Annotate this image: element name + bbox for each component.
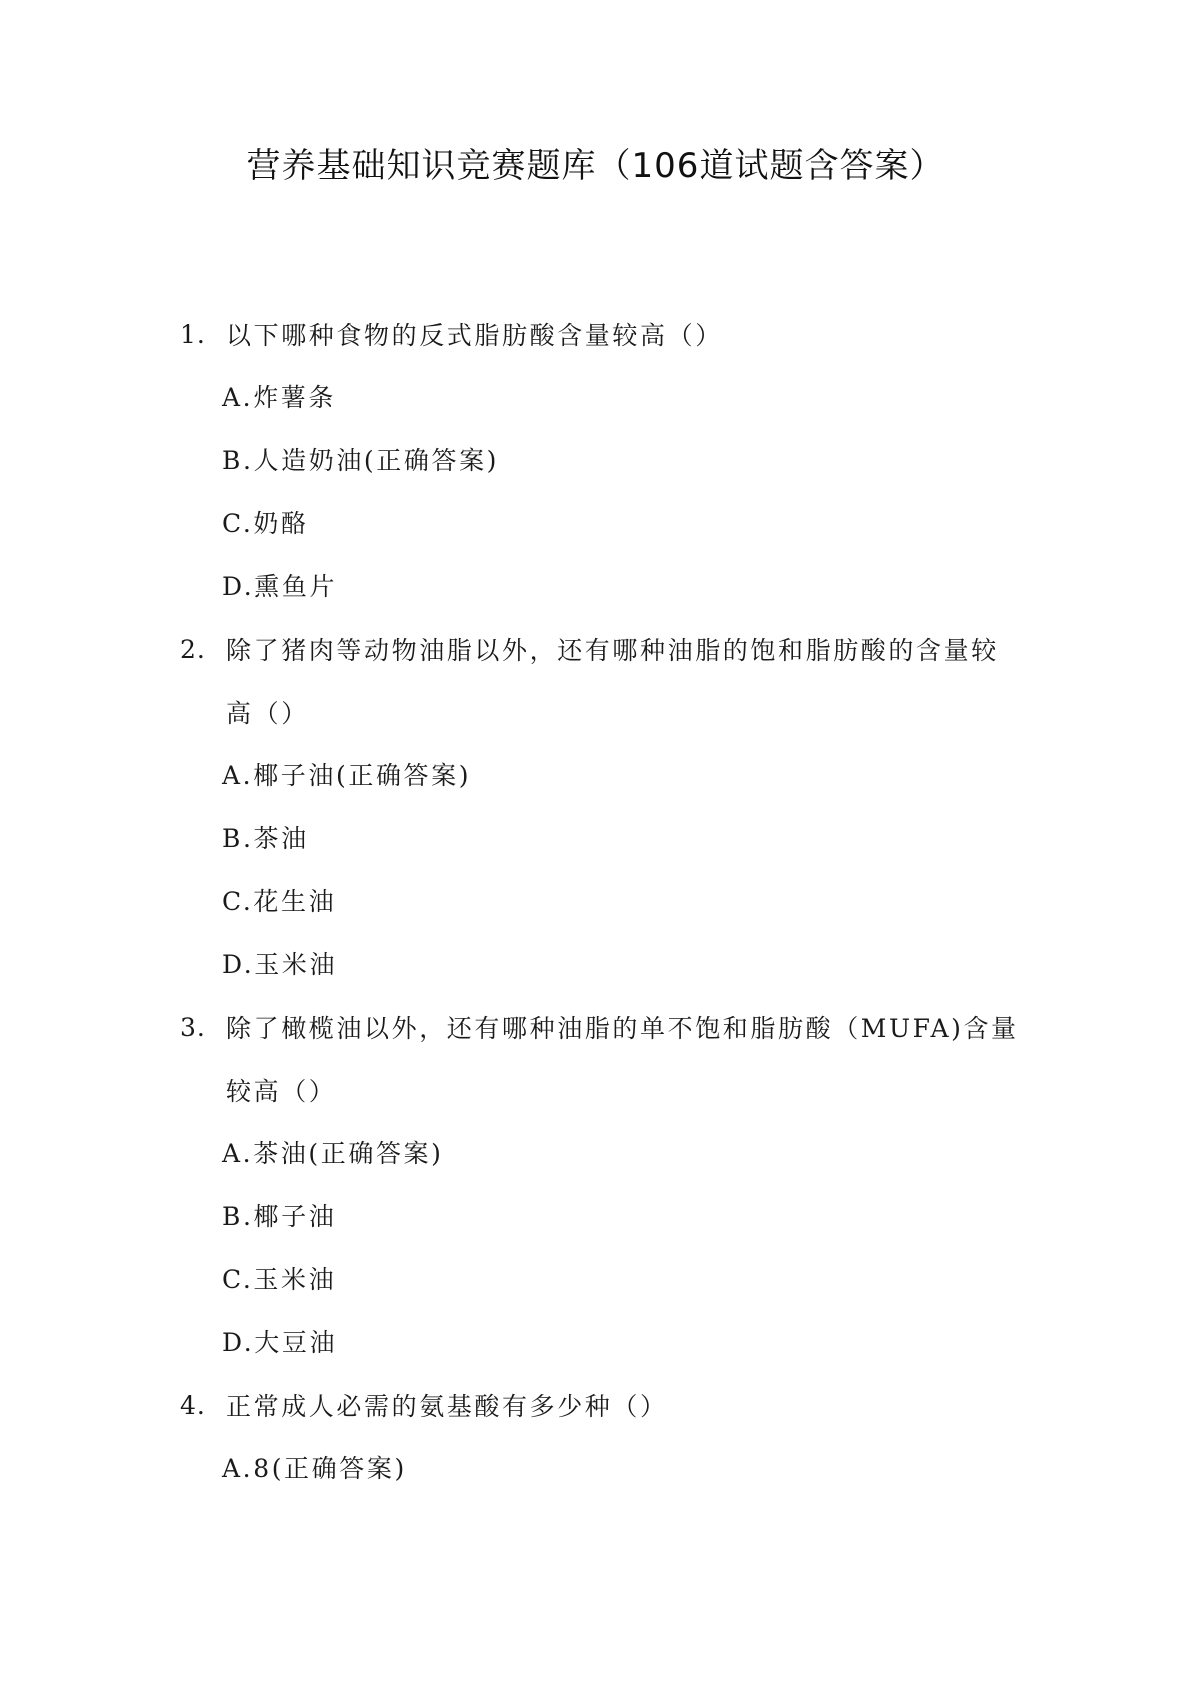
option-c: C.花生油 <box>222 887 337 916</box>
option-a: A.炸薯条 <box>222 383 337 412</box>
question-stem <box>0 635 1191 761</box>
option-a: A.茶油(正确答案) <box>222 1139 444 1168</box>
question-number: 3. <box>180 1013 206 1042</box>
question-stem <box>0 320 1191 383</box>
option-list <box>0 1454 1191 1517</box>
question-number: 1. <box>180 320 206 349</box>
option-b: B.椰子油 <box>222 1202 337 1231</box>
option-d: D.玉米油 <box>222 950 338 979</box>
option-c: C.奶酪 <box>222 509 309 538</box>
option-a: A.8(正确答案) <box>222 1454 407 1483</box>
question-text: 以下哪种食物的反式脂肪酸含量较高（） <box>226 321 723 350</box>
question-1 <box>0 320 1191 635</box>
document-title: 营养基础知识竞赛题库（106道试题含答案） <box>246 146 945 186</box>
question-stem <box>0 1013 1191 1139</box>
option-list <box>0 1139 1191 1391</box>
option-list <box>0 383 1191 635</box>
question-list <box>0 320 1191 1517</box>
question-2 <box>0 635 1191 1013</box>
question-stem <box>0 1391 1191 1454</box>
option-b: B.人造奶油(正确答案) <box>222 446 500 475</box>
option-b: B.茶油 <box>222 824 309 853</box>
question-number: 4. <box>180 1391 206 1420</box>
option-a: A.椰子油(正确答案) <box>222 761 472 790</box>
question-text: 除了猪肉等动物油脂以外，还有哪种油脂的饱和脂肪酸的含量较高（） <box>226 636 999 728</box>
question-text: 正常成人必需的氨基酸有多少种（） <box>226 1392 668 1421</box>
question-number: 2. <box>180 635 206 664</box>
question-4 <box>0 1391 1191 1517</box>
question-text: 除了橄榄油以外，还有哪种油脂的单不饱和脂肪酸（MUFA)含量较高（） <box>226 1014 1019 1106</box>
question-3 <box>0 1013 1191 1391</box>
option-d: D.大豆油 <box>222 1328 338 1357</box>
option-d: D.熏鱼片 <box>222 572 338 601</box>
option-list <box>0 761 1191 1013</box>
option-c: C.玉米油 <box>222 1265 337 1294</box>
